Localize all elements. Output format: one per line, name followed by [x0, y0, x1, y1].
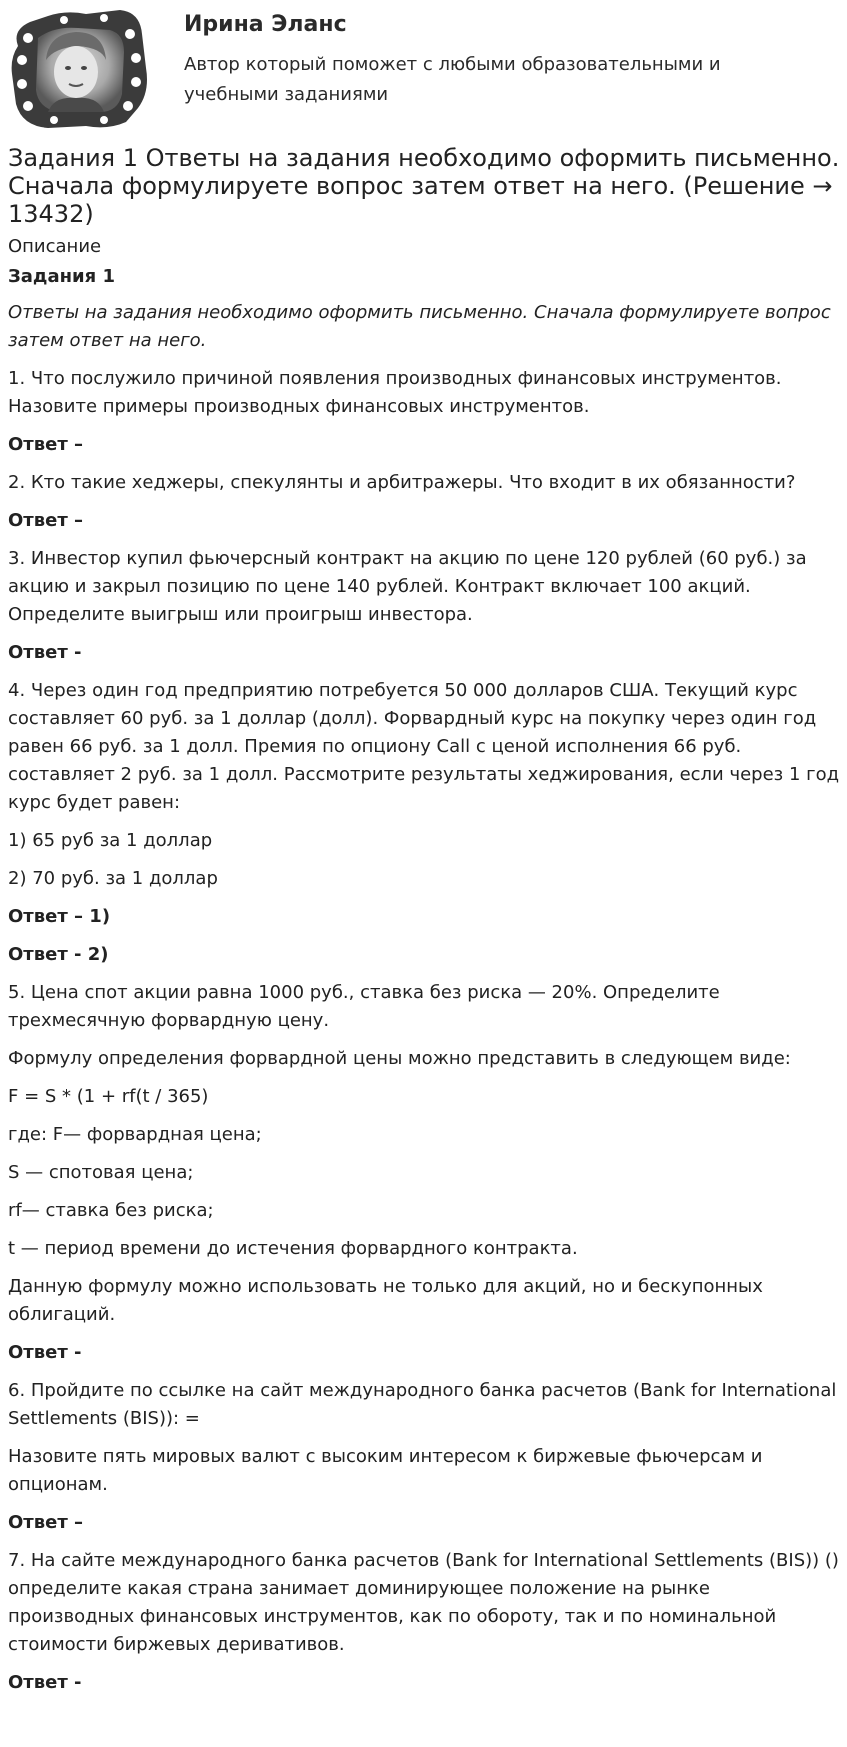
question-5-note: Данную формулу можно использовать не только для акций, но и бескупонных облигаций.	[8, 1276, 763, 1325]
question-5-where-t: t — период времени до истечения форвардного контракта.	[8, 1238, 578, 1259]
answer-3: Ответ -	[8, 642, 82, 663]
answer-6: Ответ –	[8, 1512, 84, 1533]
question-6-task: Назовите пять мировых валют с высоким интересом к биржевые фьючерсам и опционам.	[8, 1446, 763, 1495]
question-2: 2. Кто такие хеджеры, спекулянты и арбитражеры. Что входит в их обязанности?	[8, 472, 796, 493]
avatar-film-frame-image	[8, 8, 150, 130]
question-5-where-s: S — спотовая цена;	[8, 1162, 194, 1183]
page-title: Задания 1 Ответы на задания необходимо оформить письменно. Сначала формулируете вопрос затем ответ на него. (Решение → 13432)	[8, 144, 840, 228]
task-heading: Задания 1	[8, 266, 116, 287]
answer-2: Ответ –	[8, 510, 84, 531]
question-4-case-1: 1) 65 руб за 1 доллар	[8, 830, 213, 851]
author-description: Автор который поможет с любыми образовательными и учебными заданиями	[184, 54, 721, 105]
author-avatar[interactable]	[8, 8, 150, 130]
question-3: 3. Инвестор купил фьючерсный контракт на акцию по цене 120 рублей (60 руб.) за акцию и закрыл позицию по цене 140 рублей. Контракт включает 100 акций. Определите выигрыш или проигрыш инвестора.	[8, 548, 807, 625]
task-intro: Ответы на задания необходимо оформить письменно. Сначала формулируете вопрос затем ответ на него.	[8, 302, 831, 351]
question-5-formula-intro: Формулу определения форвардной цены можно представить в следующем виде:	[8, 1048, 791, 1069]
answer-7: Ответ -	[8, 1672, 82, 1693]
question-4: 4. Через один год предприятию потребуется 50 000 долларов США. Текущий курс составляет 60 руб. за 1 доллар (долл). Форвардный курс на покупку через один год равен 66 руб. за 1 долл. Премия по опциону Call с ценой исполнения 66 руб. составляет 2 руб. за 1 долл. Рассмотрите результаты хеджирования, если через 1 год курс будет равен:	[8, 680, 840, 813]
question-1: 1. Что послужило причиной появления производных финансовых инструментов. Назовите примеры производных финансовых инструментов.	[8, 368, 782, 417]
task-content	[8, 144, 840, 1707]
question-5-where-f: где: F— форвардная цена;	[8, 1124, 262, 1145]
author-name[interactable]: Ирина Эланс	[184, 12, 347, 37]
question-5: 5. Цена спот акции равна 1000 руб., ставка без риска — 20%. Определите трехмесячную форвардную цену.	[8, 982, 720, 1031]
answer-4-1: Ответ – 1)	[8, 906, 111, 927]
answer-4-2: Ответ - 2)	[8, 944, 109, 965]
question-5-where-rf: rf— ставка без риска;	[8, 1200, 214, 1221]
author-card	[8, 6, 838, 126]
question-4-case-2: 2) 70 руб. за 1 доллар	[8, 868, 218, 889]
answer-5: Ответ -	[8, 1342, 82, 1363]
question-5-formula: F = S * (1 + rf(t / 365)	[8, 1086, 209, 1107]
question-6: 6. Пройдите по ссылке на сайт международного банка расчетов (Bank for International Settlements (BIS)): =	[8, 1380, 837, 1429]
question-7: 7. На сайте международного банка расчетов (Bank for International Settlements (BIS)) () определите какая страна занимает доминирующее положение на рынке производных финансовых инструментов, как по обороту, так и по номинальной стоимости биржевых деривативов.	[8, 1550, 839, 1655]
answer-1: Ответ –	[8, 434, 84, 455]
description-label: Описание	[8, 236, 102, 257]
